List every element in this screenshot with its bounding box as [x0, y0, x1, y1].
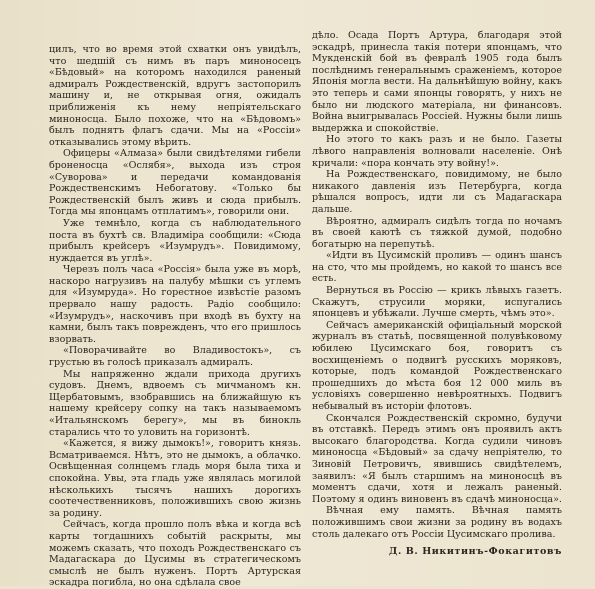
left-paragraph: Сейчасъ, когда прошло полъ вѣка и когда всѣ карты тогдашнихъ событій раскрыты, мы можемъ сказать, что походъ Рождественскаго съ Мадагаскара до Цусимы въ стратегическомъ смыслѣ не былъ нуженъ. Портъ Артурская эскадра погибла, но она сдѣлала свое — [49, 519, 301, 589]
right-paragraph: Скончался Рождественскій скромно, будучи въ отставкѣ. Передъ этимъ онъ проявилъ актъ высокаго благородства. Когда судили чиновъ миноносца «Бѣдовый» за сдачу непріятелю, то Зиновій Петровичъ, явившись свидѣтелемъ, заявилъ: «Я былъ старшимъ на миноносцѣ въ моментъ сдачи, хотя и лежалъ раненый. Поэтому я одинъ виновенъ въ сдачѣ миноносца». — [312, 412, 562, 505]
right-paragraph: Вѣроятно, адмиралъ сидѣлъ тогда по ночамъ въ своей каютѣ съ тяжкой думой, подобно богатырю на перепутьѣ. — [312, 215, 562, 250]
left-paragraph: «Поворачивайте во Владивостокъ», съ грустью въ голосѣ приказалъ адмиралъ. — [49, 345, 301, 369]
left-paragraph: Черезъ полъ часа «Россія» была уже въ морѣ, наскоро нагрузивъ на палубу мѣшки съ углемъ для «Изумруда». Но горестное извѣстіе разомъ прервало нашу радость. Радіо сообщило: «Изумрудъ», наскочивъ при входѣ въ бухту на камни, былъ такъ поврежденъ, что его пришлось взорвать. — [49, 264, 301, 345]
right-paragraph: Вѣчная ему память. Вѣчная память положившимъ свои жизни за родину въ водахъ столь далекаго отъ Россіи Цусимскаго пролива. — [312, 505, 562, 540]
left-paragraph: Мы напряженно ждали прихода другихъ судовъ. Днемъ, вдвоемъ съ мичманомъ кн. Щербатовымъ, взобравшись на ближайшую къ нашему крейсеру сопку на такъ называемомъ «Итальянскомъ берегу», мы въ бинокль старались что то уловить на горизонтѣ. — [49, 368, 301, 438]
left-paragraph: Офицеры «Алмаза» были свидѣтелями гибели броненосца «Ослябя», выхода изъ строя «Суворова» и передачи командованія Рождественскимъ Небогатову. «Только бы Рождественскій былъ живъ и сюда прибылъ. Тогда мы японцамъ отплатимъ», говорили они. — [49, 148, 301, 218]
right-paragraph: На Рождественскаго, повидимому, не было никакого давленія изъ Петербурга, когда рѣшался вопросъ, идти ли съ Мадагаскара дальше. — [312, 169, 562, 215]
author-signature: Д. В. Никитинъ-Фокагитовъ — [388, 546, 562, 558]
right-column-paragraphs — [312, 30, 562, 540]
right-paragraph: дѣло. Осада Портъ Артура, благодаря этой эскадрѣ, принесла такія потери японцамъ, что Мукденскій бой въ февралѣ 1905 года былъ послѣднимъ генеральнымъ сраженіемъ, которое Японія могла вести. На дальнѣйшую войну, какъ это теперь и сами японцы говорятъ, у нихъ не было ни людского матеріала, ни финансовъ. Война выигрывалась Россіей. Нужны были лишь выдержка и спокойствіе. — [312, 30, 562, 134]
right-column — [312, 30, 562, 558]
right-paragraph: «Идти въ Цусимскій проливъ — одинъ шансъ на сто, что мы пройдемъ, но какой то шансъ все есть. — [312, 250, 562, 285]
left-paragraph: цилъ, что во время этой схватки онъ увидѣлъ, что шедшій съ нимъ въ паръ миноносецъ «Бѣдовый» на которомъ находился раненый адмиралъ Рождественскій, вдругъ застопорилъ машину и, не открывая огня, ожидалъ приближенія къ нему непріятельскаго миноносца. Было похоже, что на «Бѣдовомъ» былъ поднятъ флагъ сдачи. Мы на «Россіи» отказывались этому вѣрить. — [49, 44, 301, 148]
right-paragraph: Вернуться въ Россію — крикъ лѣвыхъ газетъ. Скажутъ, струсили моряки, испугались японцевъ и убѣжали. Лучше смерть, чѣмъ это». — [312, 285, 562, 320]
right-paragraph: Сейчасъ американскій офиціальный морской журналъ въ статьѣ, посвященной полувѣковому юбилею Цусимскаго боя, говоритъ съ восхищеніемъ о подвигѣ русскихъ моряковъ, которые, подъ командой Рождественскаго прошедшихъ до мѣста боя 12 000 миль въ условіяхъ совершенно невѣроятныхъ. Подвигъ небывалый въ исторіи флотовъ. — [312, 319, 562, 412]
right-paragraph: Но этого то какъ разъ и не было. Газеты лѣвого направленія волновали населеніе. Онѣ кричали: «пора кончать эту войну!». — [312, 134, 562, 169]
left-paragraph: Уже темнѣло, когда съ наблюдательного поста въ бухтѣ св. Владиміра сообщили: «Сюда прибылъ крейсеръ «Изумрудъ». Повидимому, нуждается въ углѣ». — [49, 217, 301, 264]
left-column — [49, 44, 301, 589]
left-paragraph: «Кажется, я вижу дымокъ!», говоритъ князь. Всматриваемся. Нѣтъ, это не дымокъ, а облачко. Освѣщенная солнцемъ гладь моря была тиха и спокойна. Увы, эта гладь уже являлась могилой нѣсколькихъ тысячъ нашихъ дорогихъ соотечественниковъ, положившихъ свою жизнь за родину. — [49, 438, 301, 519]
